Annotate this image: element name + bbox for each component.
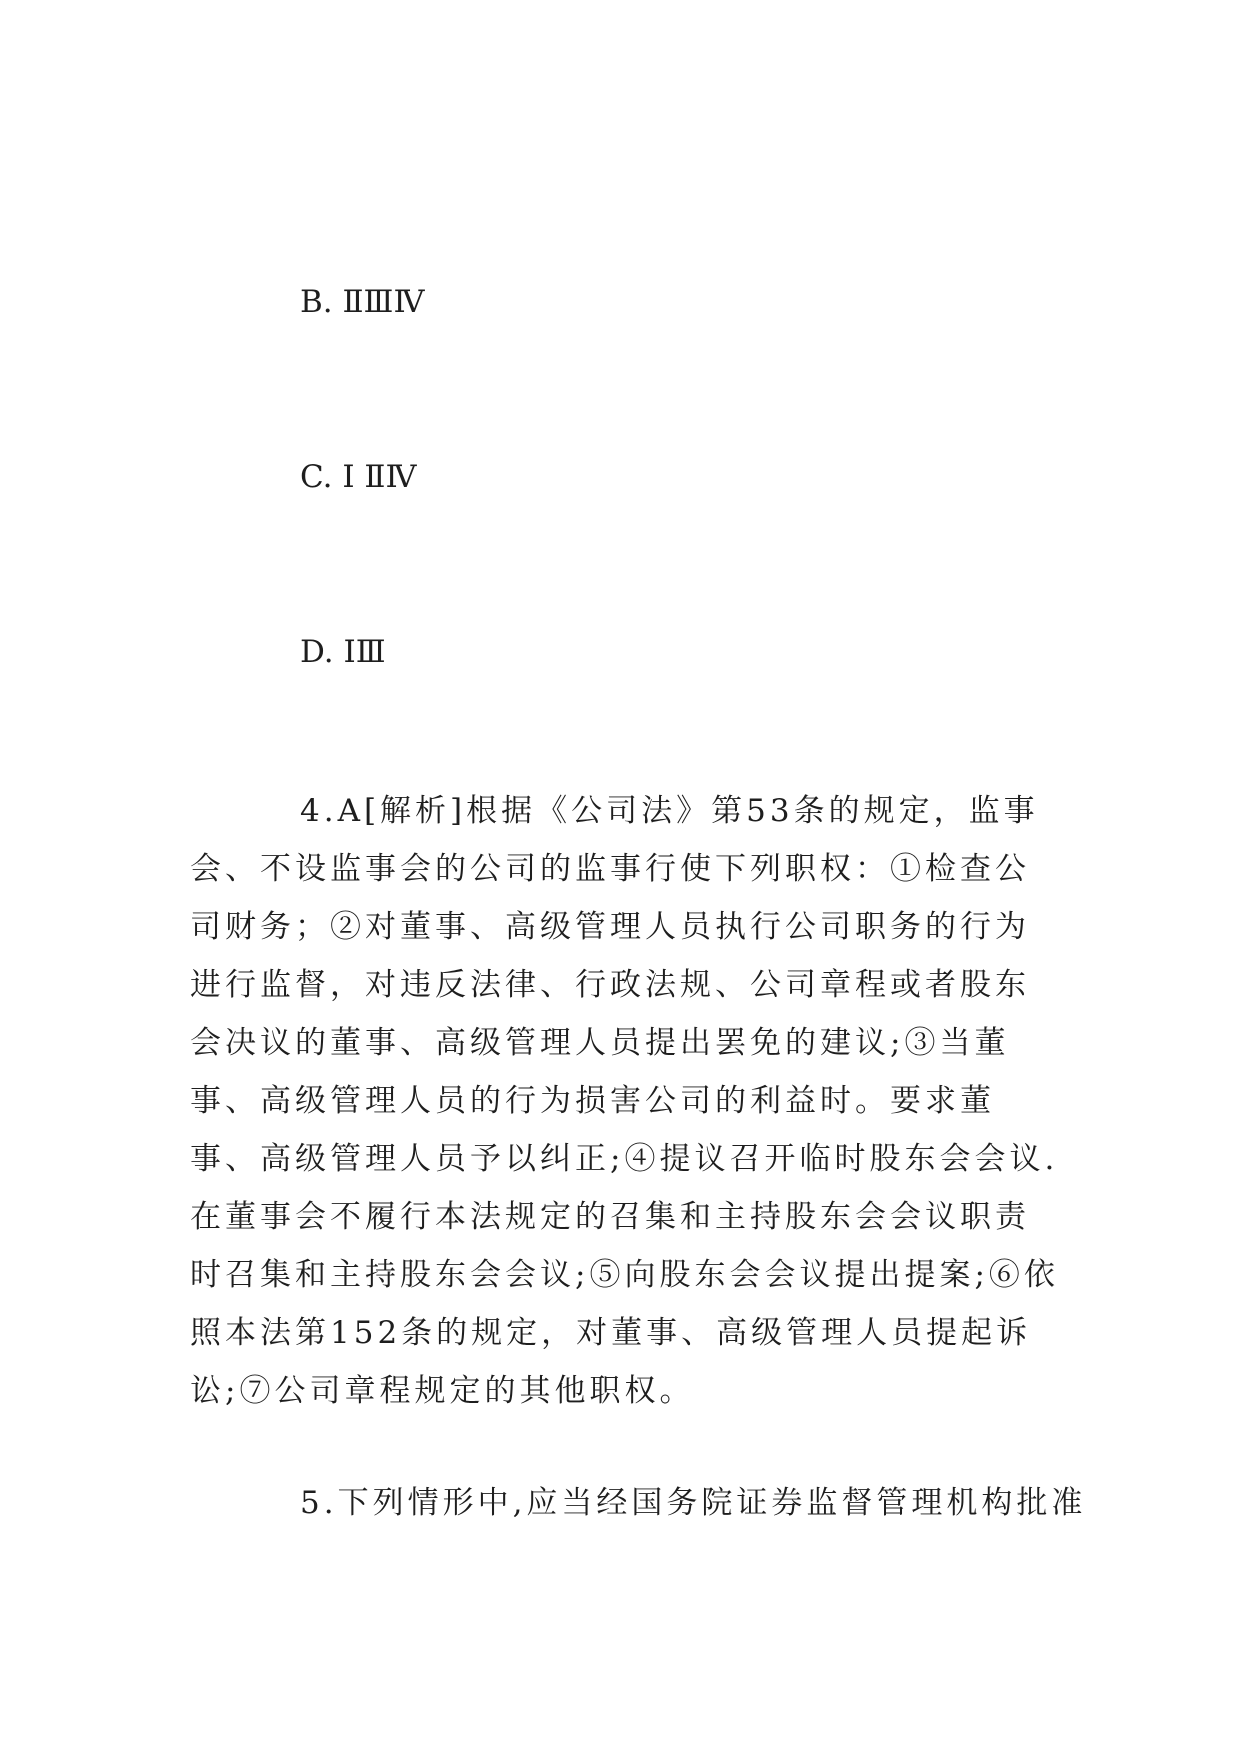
answer-4-explanation: 4.A[解析]根据《公司法》第53条的规定，监事会、不设监事会的公司的监事行使下列职权：①检查公司财务；②对董事、高级管理人员执行公司职务的行为进行监督，对违反法律、行政法规、公司章程或者股东会决议的董事、高级管理人员提出罢免的建议;③当董事、高级管理人员的行为损害公司的利益时。要求董事、高级管理人员予以纠正;④提议召开临时股东会会议.在董事会不履行本法规定的召集和主持股东会会议职责时召集和主持股东会会议;⑤向股东会会议提出提案;⑥依照本法第152条的规定，对董事、高级管理人员提起诉讼;⑦公司章程规定的其他职权。 bbox=[190, 793, 1059, 1409]
option-c: C. Ⅰ ⅡⅣ bbox=[300, 459, 417, 495]
option-b: B. ⅡⅢⅣ bbox=[300, 284, 425, 320]
question-5-stem: 5.下列情形中,应当经国务院证券监督管理机构批准 bbox=[300, 1485, 1087, 1521]
option-d: D. ⅠⅢ bbox=[300, 634, 386, 670]
